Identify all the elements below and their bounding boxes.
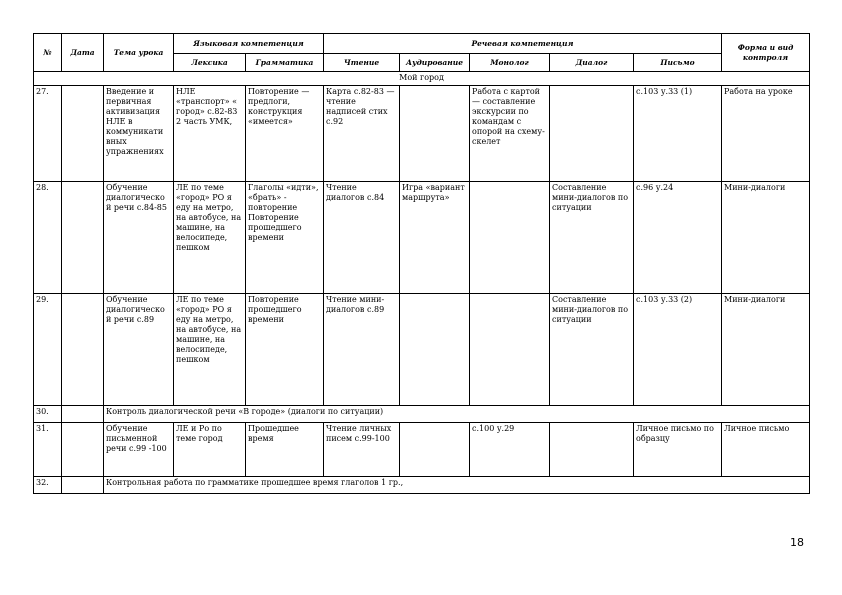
header-lang-competence: Языковая компетенция [174,34,324,54]
lesson-plan-table [33,33,810,494]
cell-num: 28. [34,182,62,294]
cell-merged-topic: Контрольная работа по грамматике прошедшее время глаголов 1 гр., [104,477,810,494]
cell-merged-topic: Контроль диалогической речи «В городе» (диалоги по ситуации) [104,406,810,423]
cell-grammar: Повторение прошедшего времени [246,294,324,406]
header-topic: Тема урока [104,34,174,72]
cell-grammar: Повторение — предлоги, конструкция «имеется» [246,86,324,182]
cell-dialogue [550,86,634,182]
cell-topic: Обучение диалогическо й речи с.89 [104,294,174,406]
cell-dialogue: Составление мини-диалогов по ситуации [550,294,634,406]
cell-topic: Обучение диалогическо й речи с.84-85 [104,182,174,294]
cell-num: 32. [34,477,62,494]
cell-num: 29. [34,294,62,406]
header-listening: Аудирование [400,54,470,72]
cell-control: Работа на уроке [722,86,810,182]
page-number: 18 [790,536,804,549]
cell-grammar: Прошедшее время [246,423,324,477]
section-title: Мой город [34,72,810,86]
cell-date [62,423,104,477]
header-vocab: Лексика [174,54,246,72]
cell-monologue: Работа с картой — составление экскурсии по командам с опорой на схему-скелет [470,86,550,182]
cell-grammar: Глаголы «идти», «брать» - повторение Повторение прошедшего времени [246,182,324,294]
table-row [34,423,810,477]
cell-date [62,477,104,494]
cell-listening [400,423,470,477]
table-row [34,86,810,182]
cell-listening [400,86,470,182]
cell-writing: с.96 у.24 [634,182,722,294]
cell-writing: с.103 у.33 (1) [634,86,722,182]
cell-monologue [470,182,550,294]
cell-monologue [470,294,550,406]
cell-control: Личное письмо [722,423,810,477]
cell-dialogue [550,423,634,477]
header-date: Дата [62,34,104,72]
cell-reading: Чтение диалогов с.84 [324,182,400,294]
cell-topic: Введение и первичная активизация НЛЕ в коммуникати вных упражнениях [104,86,174,182]
cell-date [62,182,104,294]
cell-reading: Чтение личных писем с.99-100 [324,423,400,477]
cell-dialogue: Составление мини-диалогов по ситуации [550,182,634,294]
header-reading: Чтение [324,54,400,72]
cell-reading: Чтение мини-диалогов с.89 [324,294,400,406]
cell-vocab: НЛЕ «транспорт» « город» с.82-83 2 часть УМК, [174,86,246,182]
cell-writing: Личное письмо по образцу [634,423,722,477]
cell-date [62,406,104,423]
cell-num: 31. [34,423,62,477]
header-monologue: Монолог [470,54,550,72]
cell-listening: Игра «вариант маршрута» [400,182,470,294]
header-writing: Письмо [634,54,722,72]
cell-control: Мини-диалоги [722,182,810,294]
cell-num: 30. [34,406,62,423]
table-row [34,182,810,294]
header-grammar: Грамматика [246,54,324,72]
header-control: Форма и вид контроля [722,34,810,72]
table-row [34,477,810,494]
table-row [34,406,810,423]
header-num: № [34,34,62,72]
cell-num: 27. [34,86,62,182]
cell-vocab: ЛЕ и Ро по теме город [174,423,246,477]
header-speech-competence: Речевая компетенция [324,34,722,54]
cell-writing: с.103 у.33 (2) [634,294,722,406]
cell-vocab: ЛЕ по теме «город» РО я еду на метро, на автобусе, на машине, на велосипеде, пешком [174,182,246,294]
cell-monologue: с.100 у.29 [470,423,550,477]
cell-control: Мини-диалоги [722,294,810,406]
header-dialogue: Диалог [550,54,634,72]
cell-listening [400,294,470,406]
cell-vocab: ЛЕ по теме «город» РО я еду на метро, на автобусе, на машине, на велосипеде, пешком [174,294,246,406]
cell-topic: Обучение письменной речи с.99 -100 [104,423,174,477]
cell-date [62,86,104,182]
table-row [34,294,810,406]
cell-date [62,294,104,406]
cell-reading: Карта с.82-83 — чтение надписей стих с.92 [324,86,400,182]
